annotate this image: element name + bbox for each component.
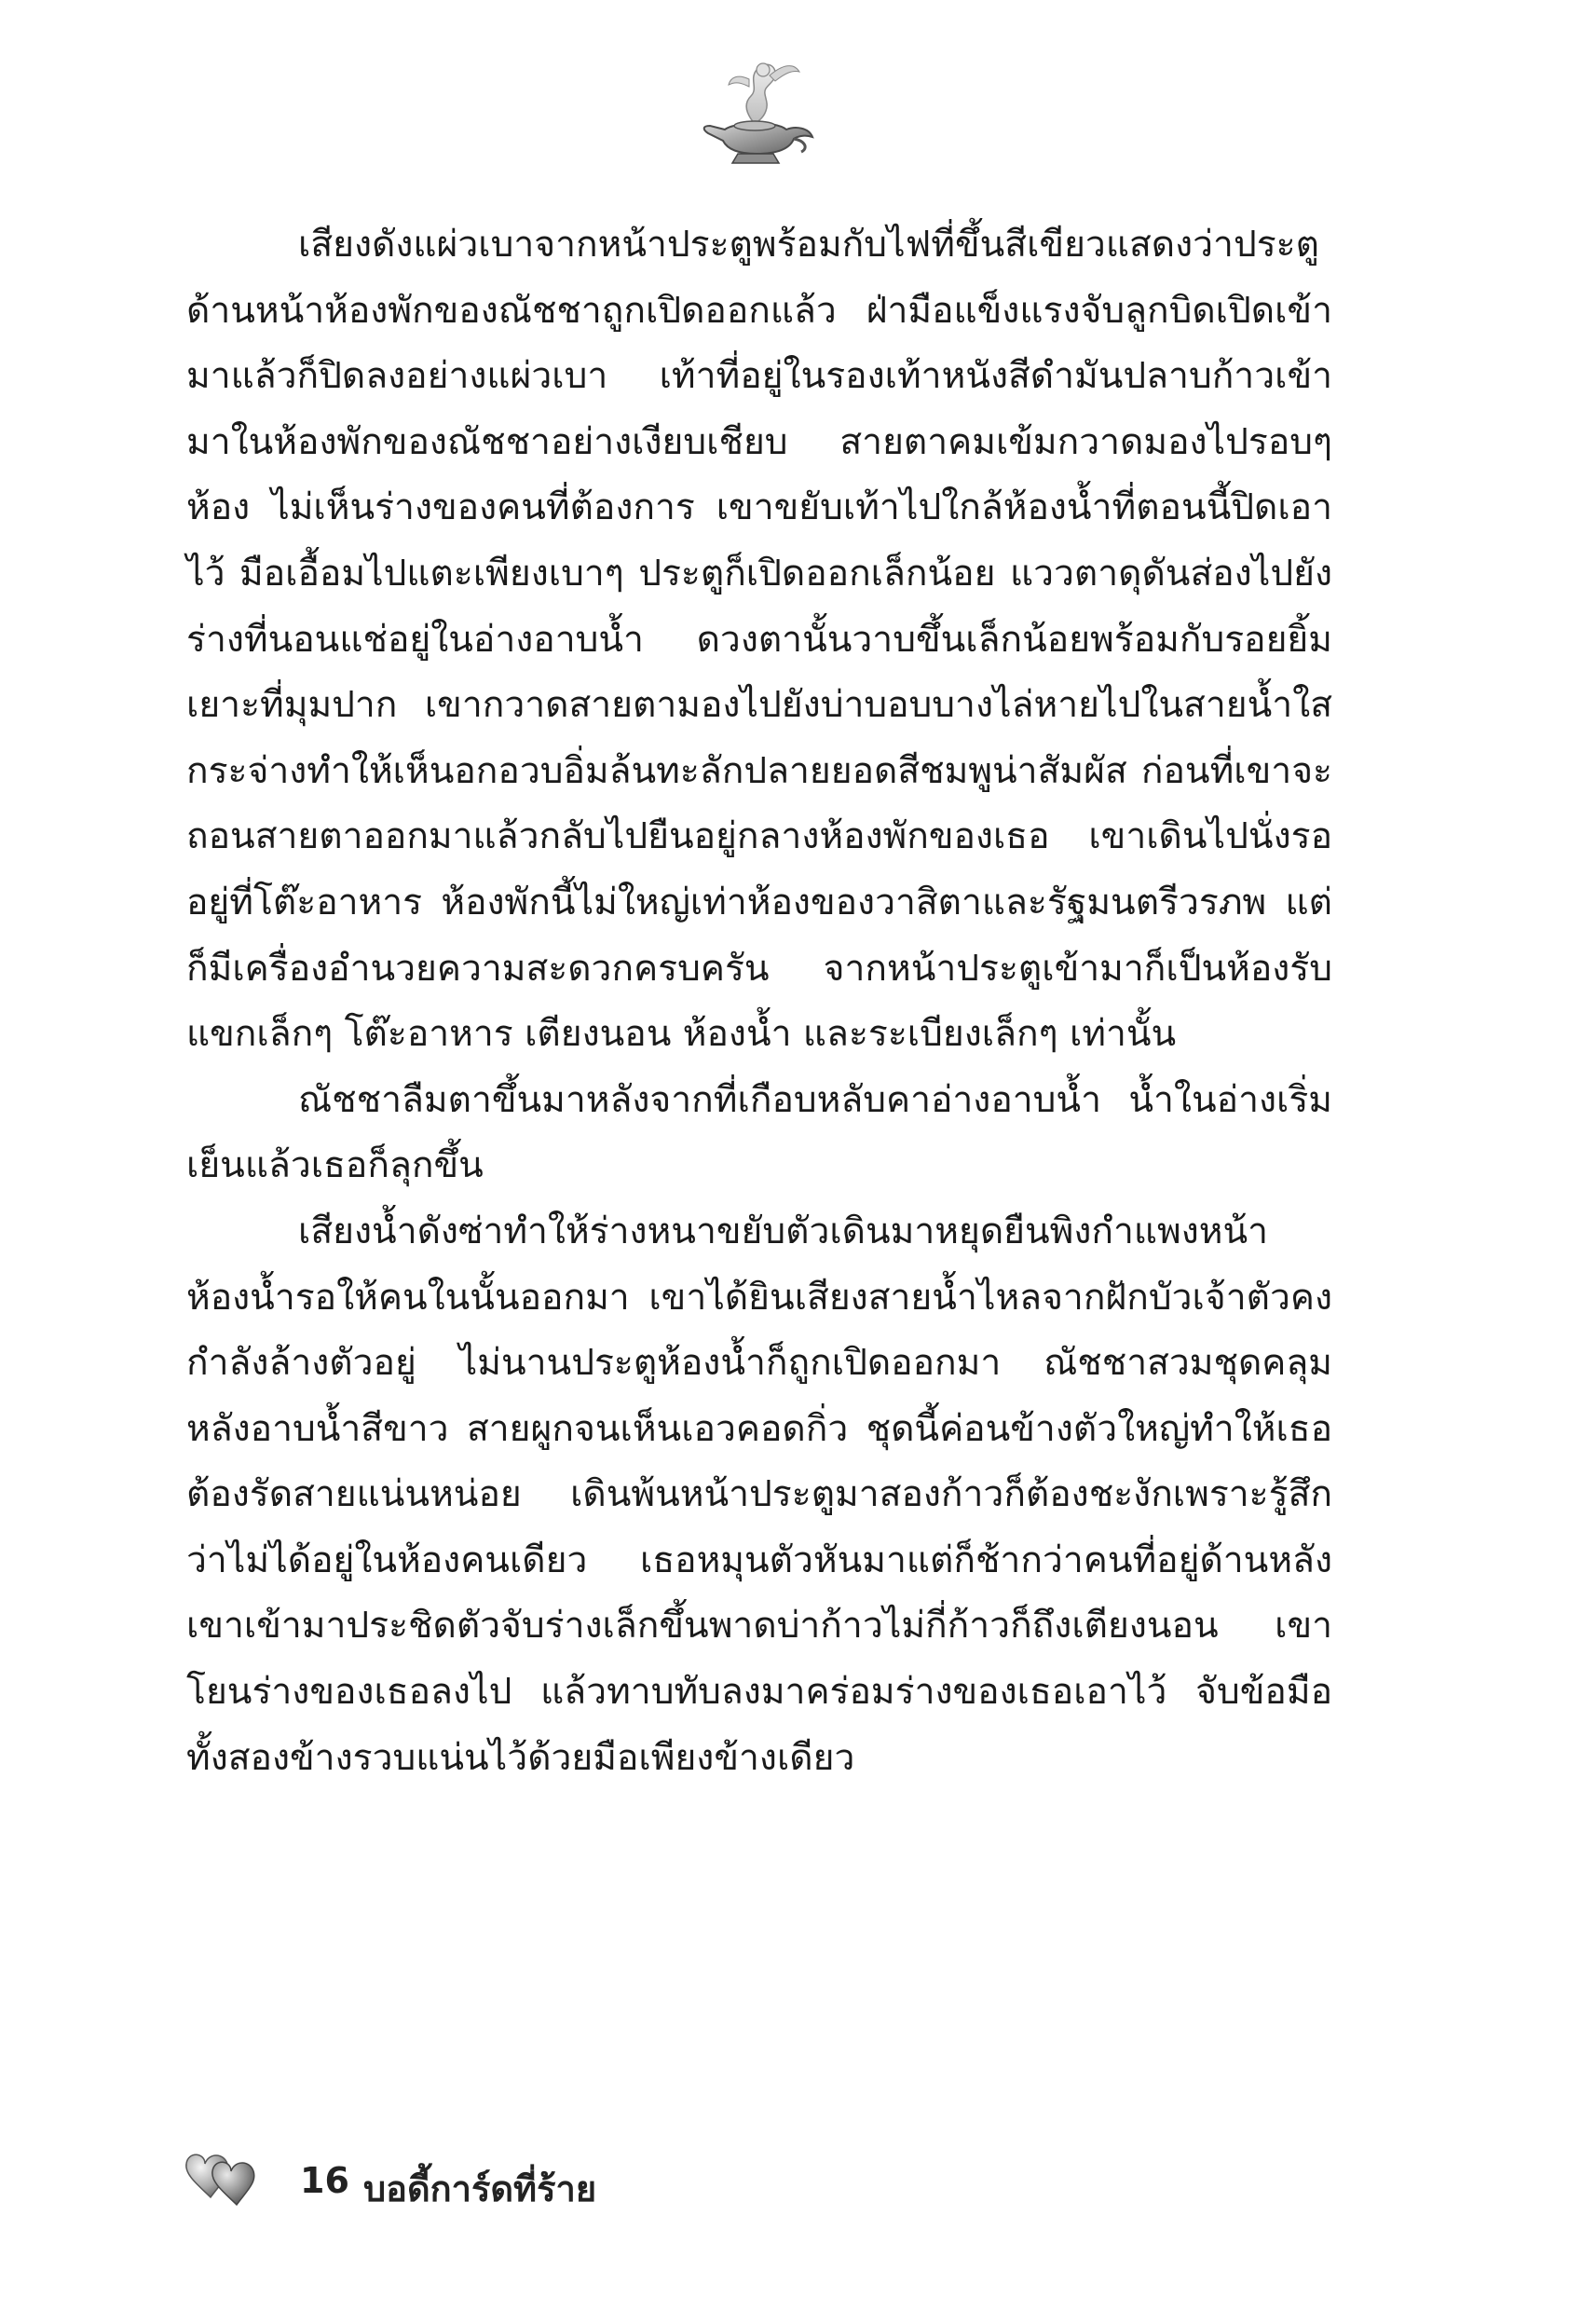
paragraph: เสียงน้ำดังซ่าทำให้ร่างหนาขยับตัวเดินมาหยุดยืนพิงกำแพงหน้าห้องน้ำรอให้คนในนั้นออกมา เขาได้ยินเสียงสายน้ำไหลจากฝักบัวเจ้าตัวคงกำลังล้างตัวอยู่ ไม่นานประตูห้องน้ำก็ถูกเปิดออกมา ณัชชาสวมชุดคลุมหลังอาบน้ำสีขาว สายผูกจนเห็นเอวคอดกิ่ว ชุดนี้ค่อนข้างตัวใหญ่ทำให้เธอต้องรัดสายแน่นหน่อย เดินพ้นหน้าประตูมาสองก้าวก็ต้องชะงักเพราะรู้สึกว่าไม่ได้อยู่ในห้องคนเดียว เธอหมุนตัวหันมาแต่ก็ช้ากว่าคนที่อยู่ด้านหลัง เขาเข้ามาประชิดตัวจับร่างเล็กขึ้นพาดบ่าก้าวไม่กี่ก้าวก็ถึงเตียงนอน เขาโยนร่างของเธอลงไป แล้วทาบทับลงมาคร่อมร่างของเธอเอาไว้ จับข้อมือทั้งสองข้างรวบแน่นไว้ด้วยมือเพียงข้างเดียว xyxy=(186,1210,1332,1779)
page-footer xyxy=(177,2143,922,2218)
paragraph: ณัชชาลืมตาขึ้นมาหลังจากที่เกือบหลับคาอ่างอาบน้ำ น้ำในอ่างเริ่มเย็นแล้วเธอก็ลุกขึ้น xyxy=(186,1078,1332,1187)
hearts-icon xyxy=(177,2143,266,2218)
chapter-body-text xyxy=(186,212,1332,1791)
book-title: บอดี้การ์ดที่ร้าย xyxy=(363,2168,597,2209)
genie-lamp-icon xyxy=(689,51,820,172)
page-number: 16 xyxy=(300,2160,349,2201)
paragraph: เสียงดังแผ่วเบาจากหน้าประตูพร้อมกับไฟที่ขึ้นสีเขียวแสดงว่าประตูด้านหน้าห้องพักของณัชชาถูกเปิดออกแล้ว ฝ่ามือแข็งแรงจับลูกบิดเปิดเข้ามาแล้วก็ปิดลงอย่างแผ่วเบา เท้าที่อยู่ในรองเท้าหนังสีดำมันปลาบก้าวเข้ามาในห้องพักของณัชชาอย่างเงียบเชียบ สายตาคมเข้มกวาดมองไปรอบๆ ห้อง ไม่เห็นร่างของคนที่ต้องการ เขาขยับเท้าไปใกล้ห้องน้ำที่ตอนนี้ปิดเอาไว้ มือเอื้อมไปแตะเพียงเบาๆ ประตูก็เปิดออกเล็กน้อย แววตาดุดันส่องไปยังร่างที่นอนแช่อยู่ในอ่างอาบน้ำ ดวงตานั้นวาบขึ้นเล็กน้อยพร้อมกับรอยยิ้มเยาะที่มุมปาก เขากวาดสายตามองไปยังบ่าบอบบางไล่หายไปในสายน้ำใสกระจ่างทำให้เห็นอกอวบอิ่มล้นทะลักปลายยอดสีชมพูน่าสัมผัส ก่อนที่เขาจะถอนสายตาออกมาแล้วกลับไปยืนอยู่กลางห้องพักของเธอ เขาเดินไปนั่งรออยู่ที่โต๊ะอาหาร ห้องพักนี้ไม่ใหญ่เท่าห้องของวาสิตาและรัฐมนตรีวรภพ แต่ก็มีเครื่องอำนวยความสะดวกครบครัน จากหน้าประตูเข้ามาก็เป็นห้องรับแขกเล็กๆ โต๊ะอาหาร เตียงนอน ห้องน้ำ และระเบียงเล็กๆ เท่านั้น xyxy=(186,224,1332,1056)
